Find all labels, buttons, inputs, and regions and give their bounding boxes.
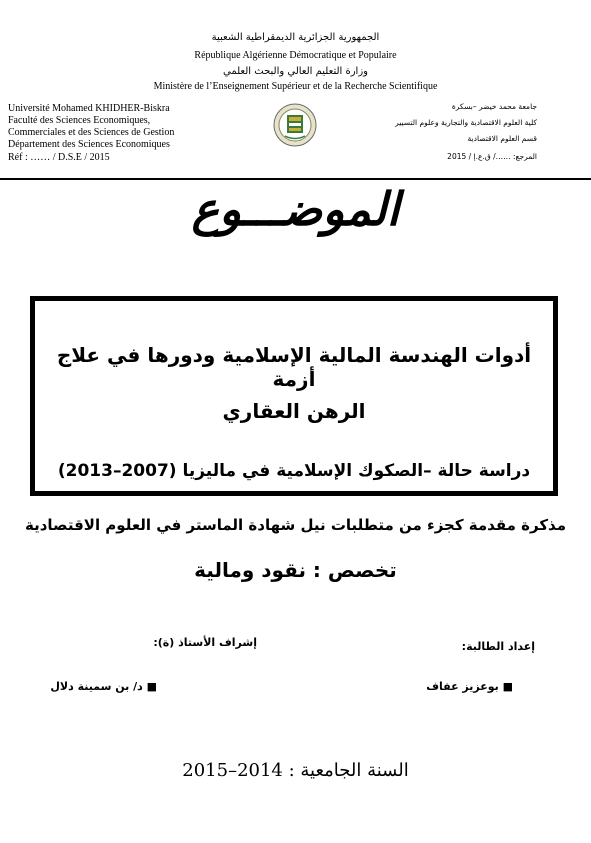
fr-ministry-header: Ministère de l’Enseignement Supérieur et de la Recherche Scientifique xyxy=(153,81,438,92)
fr-university-line: Université Mohamed KHIDHER-Biskra xyxy=(8,103,170,114)
university-logo xyxy=(273,103,317,147)
supervisor-name: ■ د/ بن سمينة دلال xyxy=(50,680,157,693)
thesis-title-box xyxy=(30,296,558,496)
fr-faculty-line: Faculté des Sciences Economiques, xyxy=(8,115,151,126)
student-label: إعداد الطالبة: xyxy=(461,640,535,653)
fr-faculty-line-2: Commerciales et des Sciences de Gestion xyxy=(8,127,175,138)
subject-title: الموضـــوع xyxy=(191,182,400,236)
memo-description: مذكرة مقدمة كجزء من متطلبات نيل شهادة الماستر في العلوم الاقتصادية xyxy=(24,516,566,534)
fr-republic-header: République Algérienne Démocratique et Populaire xyxy=(194,50,397,61)
ar-university-line: جامعة محمد خيضر –بسكرة xyxy=(451,102,537,111)
student-name: ■ بوعزيز عفاف xyxy=(426,680,513,693)
thesis-case-study-line: دراسة حالة –الصكوك الإسلامية في ماليزيا (2007–2013) xyxy=(57,461,531,481)
supervisor-label: إشراف الأستاذ (ة): xyxy=(153,636,257,649)
academic-year: السنة الجامعية : 2014–2015 xyxy=(182,760,409,781)
thesis-title-line-2: الرهن العقاري xyxy=(222,399,366,423)
header-divider xyxy=(0,178,591,180)
specialty: تخصص : نقود ومالية xyxy=(194,558,397,582)
ar-republic-header: الجمهورية الجزائرية الديمقراطية الشعبية xyxy=(211,32,380,43)
fr-reference-line: Réf : …… / D.S.E / 2015 xyxy=(8,152,110,163)
ar-faculty-line: كلية العلوم الاقتصادية والتجارية وعلوم التسيير xyxy=(395,118,537,127)
ar-reference-line: المرجع: ……/ ق.ع.إ / 2015 xyxy=(447,152,537,161)
thesis-title-line-1: أدوات الهندسة المالية الإسلامية ودورها في علاج أزمة xyxy=(56,343,532,391)
fr-department-line: Département des Sciences Economiques xyxy=(8,139,170,150)
ar-department-line: قسم العلوم الاقتصادية xyxy=(467,134,537,143)
ar-ministry-header: وزارة التعليم العالي والبحث العلمي xyxy=(223,66,368,77)
